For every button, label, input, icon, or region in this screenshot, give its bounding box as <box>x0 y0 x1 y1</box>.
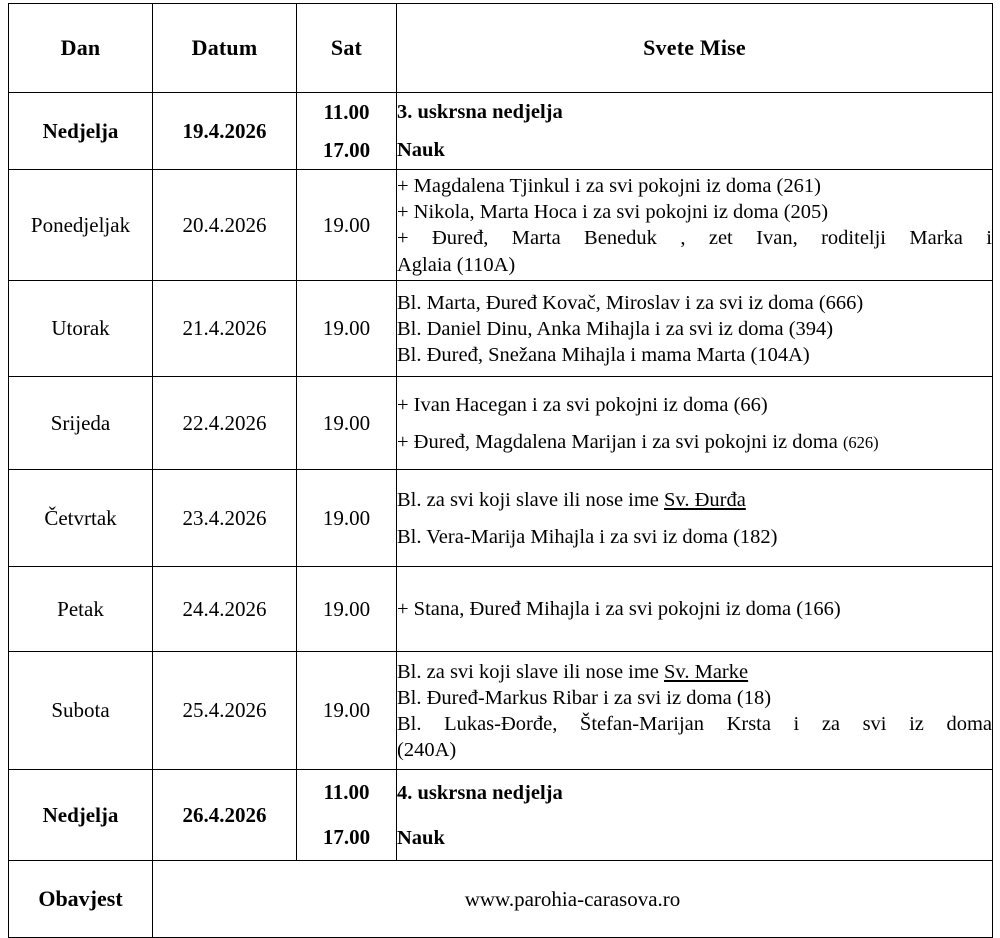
mass-line: Nauk <box>397 139 445 162</box>
notice-row <box>9 861 993 938</box>
cell-date: 25.4.2026 <box>153 652 297 770</box>
time-value: 17.00 <box>322 825 371 850</box>
cell-date: 23.4.2026 <box>153 470 297 567</box>
mass-schedule-table <box>8 3 993 938</box>
cell-day: Ponedjeljak <box>9 170 153 281</box>
cell-day: Subota <box>9 652 153 770</box>
cell-day: Petak <box>9 567 153 652</box>
cell-time: 19.00 <box>297 470 397 567</box>
mass-line: + Ivan Hacegan i za svi pokojni iz doma (66) <box>397 393 768 416</box>
time-value: 17.00 <box>322 137 371 162</box>
saint-name-underlined: Sv. Marke <box>664 660 749 683</box>
column-header-masses: Svete Mise <box>397 4 993 93</box>
table-row <box>9 470 993 567</box>
cell-masses <box>397 281 993 377</box>
table-row <box>9 652 993 770</box>
mass-reference-number: (626) <box>842 432 879 452</box>
mass-line: Bl. Lukas-Đorđe, Štefan-Marijan Krsta i za svi iz doma <box>397 712 992 735</box>
notice-label: Obavjest <box>9 861 153 938</box>
saint-name-underlined: Sv. Đurđa <box>664 488 746 511</box>
cell-masses <box>397 470 993 567</box>
cell-day: Nedjelja <box>9 770 153 861</box>
cell-masses <box>397 377 993 470</box>
mass-line: + Stana, Đuređ Mihajla i za svi pokojni iz doma (166) <box>397 598 841 621</box>
mass-line: + Nikola, Marta Hoca i za svi pokojni iz doma (205) <box>397 201 829 224</box>
mass-line: Bl. Daniel Dinu, Anka Mihajla i za svi iz doma (394) <box>397 317 834 340</box>
mass-line: 4. uskrsna nedjelja <box>397 781 563 804</box>
cell-day: Utorak <box>9 281 153 377</box>
cell-time <box>297 93 397 170</box>
mass-line: + Đuređ, Magdalena Marijan i za svi pokojni iz doma (626) <box>397 430 879 453</box>
cell-date: 21.4.2026 <box>153 281 297 377</box>
cell-date: 22.4.2026 <box>153 377 297 470</box>
column-header-date: Datum <box>153 4 297 93</box>
cell-masses <box>397 93 993 170</box>
table-row <box>9 377 993 470</box>
cell-day: Četvrtak <box>9 470 153 567</box>
mass-line: Aglaia (110A) <box>397 253 516 276</box>
cell-date: 24.4.2026 <box>153 567 297 652</box>
cell-time: 19.00 <box>297 377 397 470</box>
mass-line: Bl. za svi koji slave ili nose ime Sv. Marke <box>397 660 749 683</box>
table-header-row <box>9 4 993 93</box>
cell-time <box>297 770 397 861</box>
mass-line: Nauk <box>397 826 445 849</box>
cell-date: 20.4.2026 <box>153 170 297 281</box>
mass-line: Bl. Vera-Marija Mihajla i za svi iz doma (182) <box>397 525 778 548</box>
mass-line: (240A) <box>397 739 457 762</box>
cell-masses <box>397 170 993 281</box>
mass-line: Bl. za svi koji slave ili nose ime Sv. Đurđa <box>397 488 746 511</box>
mass-line: + Magdalena Tjinkul i za svi pokojni iz doma (261) <box>397 175 821 197</box>
notice-website: www.parohia-carasova.ro <box>153 861 993 938</box>
cell-masses <box>397 652 993 770</box>
column-header-day: Dan <box>9 4 153 93</box>
table-row <box>9 770 993 861</box>
cell-date: 26.4.2026 <box>153 770 297 861</box>
time-value: 11.00 <box>323 99 370 124</box>
table-row <box>9 567 993 652</box>
time-value: 11.00 <box>323 780 370 805</box>
mass-line: + Đuređ, Marta Beneduk , zet Ivan, roditelji Marka i <box>397 227 992 250</box>
mass-line: Bl. Marta, Đuređ Kovač, Miroslav i za svi iz doma (666) <box>397 291 864 314</box>
cell-time: 19.00 <box>297 170 397 281</box>
cell-masses <box>397 770 993 861</box>
cell-masses <box>397 567 993 652</box>
cell-day: Nedjelja <box>9 93 153 170</box>
cell-time: 19.00 <box>297 281 397 377</box>
column-header-time: Sat <box>297 4 397 93</box>
schedule-document <box>0 3 1000 922</box>
cell-time: 19.00 <box>297 652 397 770</box>
table-row <box>9 93 993 170</box>
table-row <box>9 281 993 377</box>
mass-line: 3. uskrsna nedjelja <box>397 101 563 123</box>
table-row <box>9 170 993 281</box>
mass-line: Bl. Đuređ, Snežana Mihajla i mama Marta (104A) <box>397 344 810 367</box>
cell-date: 19.4.2026 <box>153 93 297 170</box>
cell-day: Srijeda <box>9 377 153 470</box>
cell-time: 19.00 <box>297 567 397 652</box>
mass-line: Bl. Đuređ-Markus Ribar i za svi iz doma (18) <box>397 686 772 709</box>
